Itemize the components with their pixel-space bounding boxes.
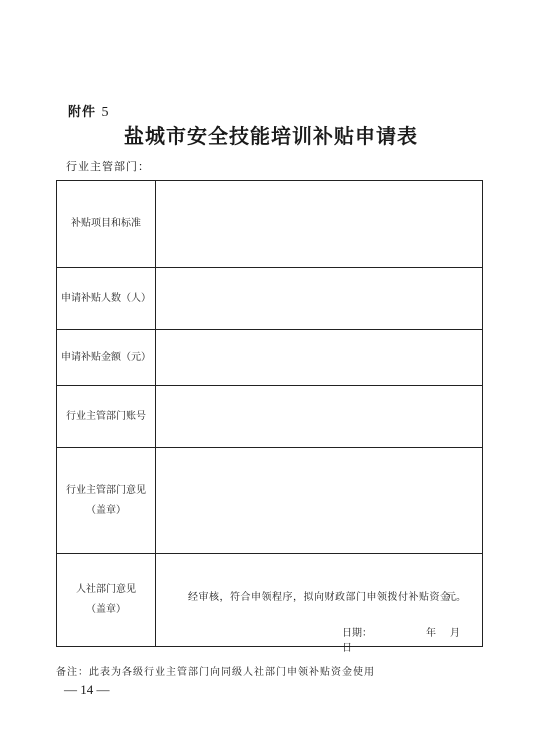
row-label-dept-account: 行业主管部门账号 <box>57 386 156 448</box>
row-label-hr-opinion-seal: （盖章） <box>86 604 126 615</box>
field-applicant-count[interactable] <box>156 268 483 330</box>
table-row <box>57 268 483 330</box>
attachment-label-text: 附件 <box>68 105 97 120</box>
page-title: 盐城市安全技能培训补贴申请表 <box>124 124 418 148</box>
approval-unit: 元。 <box>446 592 466 603</box>
table-row <box>57 181 483 268</box>
page-number: — 14 — <box>64 682 110 697</box>
date-day: 日 <box>342 643 352 654</box>
date-month: 月 <box>450 628 460 639</box>
field-hr-opinion[interactable] <box>156 554 483 654</box>
approval-date <box>342 624 482 654</box>
approval-block <box>156 554 482 654</box>
attachment-number: 5 <box>101 105 110 120</box>
dept-line: 行业主管部门： <box>66 160 150 173</box>
field-dept-opinion[interactable] <box>156 448 483 554</box>
application-form-table <box>56 180 483 654</box>
date-year: 年 <box>426 628 436 639</box>
row-label-dept-opinion-line1: 行业主管部门意见 <box>66 484 146 496</box>
row-label-hr-opinion <box>57 554 156 647</box>
row-label-dept-opinion-seal: （盖章） <box>86 504 126 516</box>
table-row <box>57 386 483 448</box>
attachment-label <box>68 101 110 121</box>
field-subsidy-item[interactable] <box>156 181 483 268</box>
approval-text: 经审核，符合申领程序，拟向财政部门申领拨付补贴资金 <box>188 592 451 603</box>
row-label-hr-opinion-line1: 人社部门意见 <box>76 584 136 595</box>
table-row <box>57 554 483 647</box>
row-label-dept-opinion <box>57 448 156 554</box>
row-label-subsidy-amount: 申请补贴金额（元） <box>57 330 156 386</box>
row-label-subsidy-item: 补贴项目和标准 <box>57 181 156 268</box>
footer-note: 备注：此表为各级行业主管部门向同级人社部门申领补贴资金使用 <box>56 667 375 678</box>
field-subsidy-amount[interactable] <box>156 330 483 386</box>
table-row <box>57 330 483 386</box>
table-row <box>57 448 483 554</box>
field-dept-account[interactable] <box>156 386 483 448</box>
row-label-applicant-count: 申请补贴人数（人） <box>57 268 156 330</box>
date-label: 日期： <box>342 628 372 639</box>
